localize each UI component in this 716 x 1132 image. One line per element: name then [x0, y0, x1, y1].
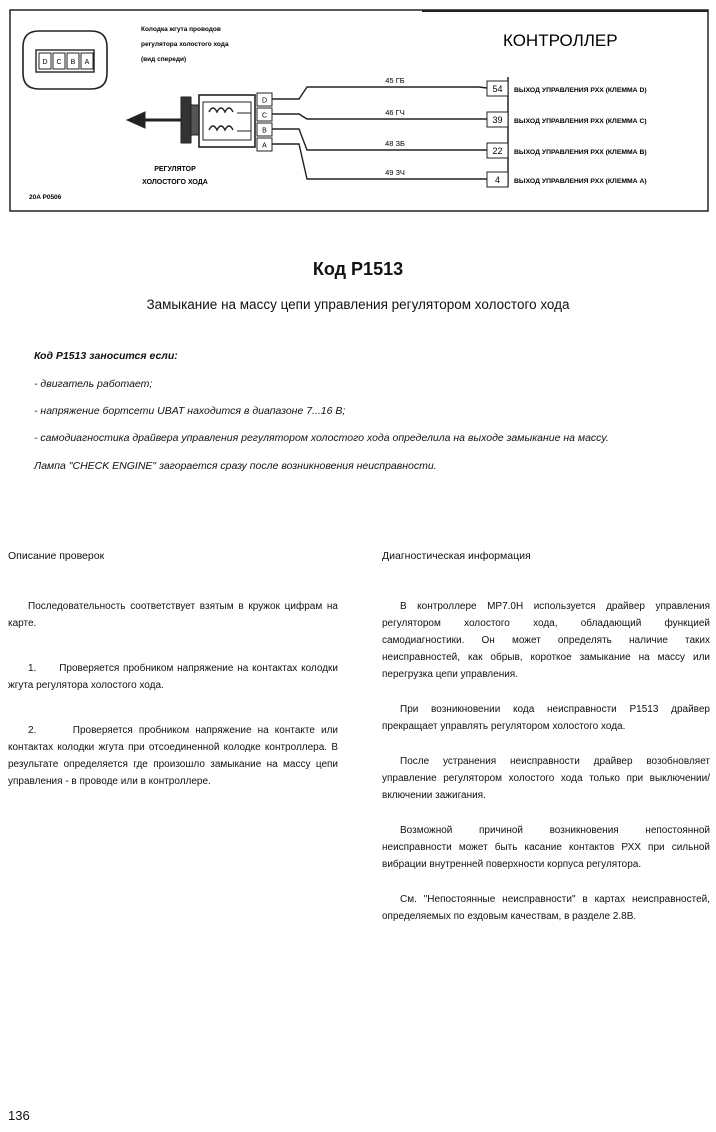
wire-b — [272, 129, 487, 150]
wire-label: 48 ЗБ — [385, 139, 405, 148]
regulator-label-line: РЕГУЛЯТОР — [154, 166, 196, 173]
checks-paragraph: 1. Проверяется пробником напряжение на контактах колодки жгута регулятора холостого хода. — [8, 663, 338, 691]
connector-caption-line: регулятора холостого хода — [141, 41, 229, 48]
condition-item: - двигатель работает; — [34, 378, 153, 390]
controller-title: КОНТРОЛЛЕР — [503, 31, 618, 50]
condition-item: - самодиагностика драйвера управления регулятором холостого хода определила на выходе замыкание на массу. — [34, 432, 609, 444]
connector-caption-line: (вид спереди) — [141, 56, 187, 63]
connector-pin-d: D — [42, 59, 48, 66]
terminal-output-label: ВЫХОД УПРАВЛЕНИЯ РХХ (КЛЕММА А) — [514, 178, 647, 185]
wire-labels — [385, 76, 405, 177]
terminal-number: 39 — [492, 115, 503, 125]
valve-pin-boxes — [257, 93, 272, 151]
code-title: Код Р1513 — [312, 259, 404, 279]
connector-front-view — [23, 31, 107, 89]
valve-pin-label: C — [261, 112, 268, 120]
terminal-number: 54 — [492, 84, 503, 94]
terminal-number: 4 — [494, 175, 501, 185]
wires — [272, 87, 487, 179]
diagnostic-paragraph: В контроллере МР7.0Н используется драйвер управления регулятором холостого хода, обладающий функцией самодиагностики. Он может определять наличие таких неисправностей, как обрыв, короткое замыкание на массу или перегрузка цепи управления. — [382, 601, 710, 680]
diagnostic-info-text — [382, 598, 710, 925]
conditions-heading: Код Р1513 заносится если: — [34, 350, 178, 362]
diagnostic-info-heading: Диагностическая информация — [382, 550, 531, 562]
page-number: 136 — [8, 1108, 30, 1123]
connector-pin-b: B — [70, 59, 76, 66]
controller-terminals — [487, 81, 508, 187]
valve-pin-label: B — [262, 127, 267, 135]
idle-air-valve-drawing — [127, 95, 255, 147]
code-subtitle: Замыкание на массу цепи управления регулятором холостого хода — [146, 297, 570, 312]
wire-label: 45 ГБ — [385, 76, 405, 85]
checks-paragraph: 2. Проверяется пробником напряжение на контакте или контактах колодки жгута при отсоединенной колодке контроллера. В результате определяется где произошло замыкание на массу цепи управления - в проводе или в контроллере. — [8, 725, 338, 787]
figure-id: 20A P0506 — [29, 194, 62, 201]
terminal-outputs — [514, 87, 647, 185]
connector-caption-line: Колодка жгута проводов — [141, 26, 221, 33]
diagnostic-paragraph: См. "Непостоянные неисправности" в картах неисправностей, определяемых по ездовым качествам, в разделе 2.8В. — [382, 894, 710, 922]
terminal-output-label: ВЫХОД УПРАВЛЕНИЯ РХХ (КЛЕММА D) — [514, 87, 647, 94]
checks-description-heading: Описание проверок — [8, 550, 105, 562]
diagnostic-paragraph: Возможной причиной возникновения непостоянной неисправности может быть касание контактов РХХ при сильной вибрации внутренней поверхности корпуса регулятора. — [382, 825, 710, 870]
wire-label: 49 ЗЧ — [385, 168, 405, 177]
wire-label: 46 ГЧ — [385, 108, 405, 117]
diagnostic-paragraph: После устранения неисправности драйвер возобновляет управление регулятором холостого хода только при выключении/включении зажигания. — [382, 756, 710, 801]
regulator-label — [142, 166, 208, 186]
checks-description-text — [8, 598, 338, 790]
connector-pin-letters — [42, 59, 89, 66]
condition-item: - напряжение бортсети UBAT находится в диапазоне 7...16 В; — [34, 405, 346, 417]
checks-paragraph: Последовательность соответствует взятым в кружок цифрам на карте. — [8, 601, 338, 629]
wiring-diagram — [9, 9, 709, 212]
terminal-output-label: ВЫХОД УПРАВЛЕНИЯ РХХ (КЛЕММА В) — [514, 149, 647, 156]
terminal-number: 22 — [492, 146, 503, 156]
diagnostic-paragraph: При возникновении кода неисправности Р1513 драйвер прекращает управлять регулятором холостого хода. — [382, 704, 710, 732]
lamp-note: Лампа "CHECK ENGINE" загорается сразу после возникновения неисправности. — [34, 460, 437, 472]
connector-caption — [141, 26, 229, 63]
valve-pin-label: D — [261, 97, 268, 105]
terminal-output-label: ВЫХОД УПРАВЛЕНИЯ РХХ (КЛЕММА С) — [514, 118, 647, 125]
regulator-label-line: ХОЛОСТОГО ХОДА — [142, 179, 208, 186]
connector-pin-a: A — [84, 59, 90, 66]
wire-c — [272, 114, 487, 119]
wire-d — [272, 87, 487, 99]
valve-pin-label: A — [262, 142, 267, 150]
wire-a — [272, 144, 487, 179]
connector-pin-c: C — [56, 59, 62, 66]
